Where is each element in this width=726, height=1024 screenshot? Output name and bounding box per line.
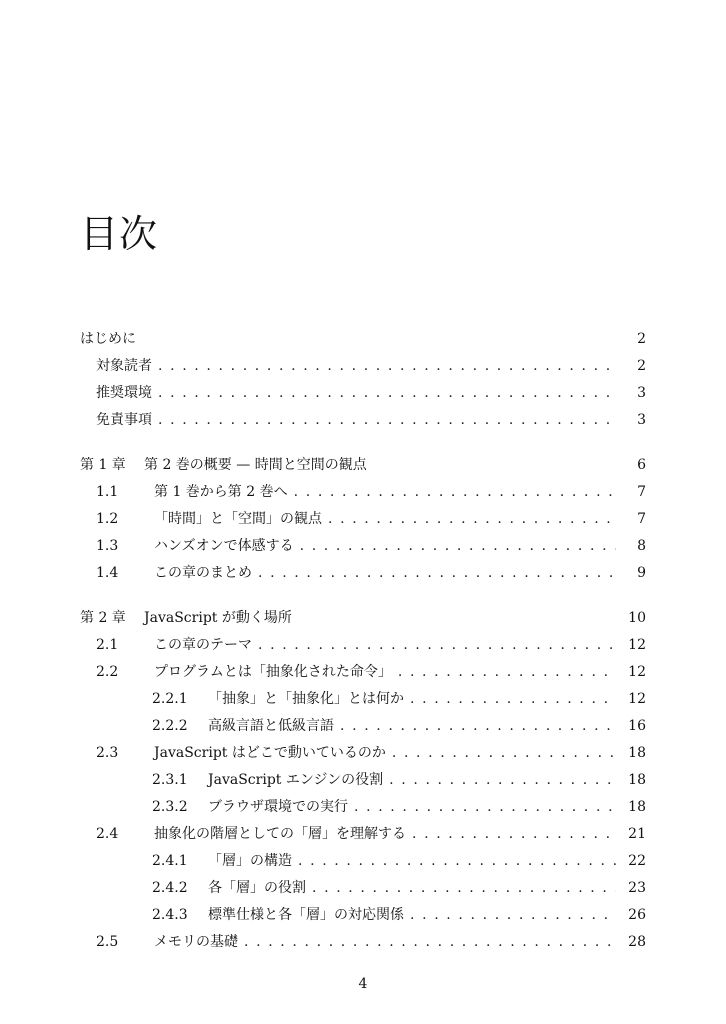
toc-entry-label: 第 2 巻の概要 — 時間と空間の観点 xyxy=(144,457,367,473)
toc-entry-page: 10 xyxy=(628,610,646,626)
toc-entry-label: この章のテーマ xyxy=(154,637,252,653)
toc-entry-label: 各「層」の役割 xyxy=(208,880,306,896)
toc-entry-label: 免責事項 xyxy=(96,412,152,428)
toc-entry-label: 第 1 巻から第 2 巻へ xyxy=(154,484,288,500)
toc-entry-number: 2.2.2 xyxy=(152,718,188,734)
toc-entry-number: 2.4 xyxy=(96,826,119,842)
toc-entry-number: 2.1 xyxy=(96,637,119,653)
toc-entry-page: 3 xyxy=(637,412,646,428)
toc-dot-leader xyxy=(244,932,616,952)
toc-dot-leader xyxy=(258,635,616,655)
toc-dot-leader xyxy=(294,482,616,502)
toc-entry-number: 2.3.1 xyxy=(152,772,188,788)
toc-entry[interactable] xyxy=(96,482,646,502)
toc-entry-page: 7 xyxy=(637,511,646,527)
toc-entry-label: JavaScript はどこで動いているのか xyxy=(154,745,386,761)
page-number: 4 xyxy=(358,976,368,992)
toc-entry-page: 3 xyxy=(637,385,646,401)
toc-entry[interactable] xyxy=(152,770,646,790)
toc-entry-number: 2.4.1 xyxy=(152,853,188,869)
toc-dot-leader xyxy=(158,356,616,376)
toc-entry-number: 第 1 章 xyxy=(80,457,126,473)
toc-entry-number: 1.1 xyxy=(96,484,119,500)
toc-dot-leader xyxy=(158,383,616,403)
toc-entry-page: 7 xyxy=(637,484,646,500)
toc-entry-label: 「抽象」と「抽象化」とは何か xyxy=(208,691,404,707)
page-title: 目次 xyxy=(80,212,159,257)
toc-entry-label: 標準仕様と各「層」の対応関係 xyxy=(208,907,404,923)
toc-entry[interactable] xyxy=(96,536,646,556)
toc-entry[interactable] xyxy=(96,743,646,763)
toc-dot-leader xyxy=(340,716,616,736)
toc-entry-number: 2.4.2 xyxy=(152,880,188,896)
toc-entry-number: 2.4.3 xyxy=(152,907,188,923)
toc-entry-page: 18 xyxy=(628,799,646,815)
toc-entry-page: 23 xyxy=(628,880,646,896)
toc-entry[interactable] xyxy=(96,932,646,952)
toc-entry[interactable] xyxy=(152,851,646,871)
toc-entry-label: ハンズオンで体感する xyxy=(154,538,294,554)
toc-entry[interactable] xyxy=(96,635,646,655)
toc-dot-leader xyxy=(312,878,616,898)
toc-dot-leader xyxy=(398,662,616,682)
toc-entry-label: ブラウザ環境での実行 xyxy=(208,799,348,815)
toc-entry-page: 12 xyxy=(628,637,646,653)
toc-entry-label: 推奨環境 xyxy=(96,385,152,401)
toc-entry-page: 12 xyxy=(628,691,646,707)
toc-entry-page: 21 xyxy=(628,826,646,842)
toc-entry[interactable] xyxy=(80,455,646,475)
toc-dot-leader xyxy=(328,509,616,529)
toc-entry-label: この章のまとめ xyxy=(154,565,252,581)
toc-entry-label: 「層」の構造 xyxy=(208,853,292,869)
toc-entry-page: 28 xyxy=(628,934,646,950)
toc-entry-label: メモリの基礎 xyxy=(154,934,238,950)
toc-entry-label: プログラムとは「抽象化された命令」 xyxy=(154,664,392,680)
toc-entry[interactable] xyxy=(96,509,646,529)
toc-entry[interactable] xyxy=(96,356,646,376)
toc-entry[interactable] xyxy=(80,329,646,349)
toc-entry[interactable] xyxy=(152,689,646,709)
toc-entry[interactable] xyxy=(152,878,646,898)
toc-entry[interactable] xyxy=(96,563,646,583)
toc-dot-leader xyxy=(158,410,616,430)
toc-entry-number: 1.3 xyxy=(96,538,119,554)
toc-entry-number: 2.2.1 xyxy=(152,691,188,707)
toc-entry-label: 「時間」と「空間」の観点 xyxy=(154,511,322,527)
toc-entry-page: 22 xyxy=(628,853,646,869)
toc-entry-page: 2 xyxy=(637,358,646,374)
toc-entry-number: 1.2 xyxy=(96,511,119,527)
toc-entry-page: 18 xyxy=(628,772,646,788)
toc-dot-leader xyxy=(354,797,616,817)
toc-dot-leader xyxy=(389,770,616,790)
toc-entry-number: 2.3.2 xyxy=(152,799,188,815)
toc-entry-page: 2 xyxy=(637,331,646,347)
toc-entry-number: 第 2 章 xyxy=(80,610,126,626)
toc-dot-leader xyxy=(410,905,616,925)
toc-entry-label: JavaScript が動く場所 xyxy=(144,610,292,626)
toc-entry[interactable] xyxy=(96,824,646,844)
toc-entry-page: 26 xyxy=(628,907,646,923)
toc-entry[interactable] xyxy=(96,410,646,430)
toc-entry-number: 2.5 xyxy=(96,934,119,950)
toc-entry-page: 6 xyxy=(637,457,646,473)
toc-entry-page: 9 xyxy=(637,565,646,581)
toc-entry-page: 16 xyxy=(628,718,646,734)
toc-entry-page: 18 xyxy=(628,745,646,761)
toc-entry[interactable] xyxy=(96,383,646,403)
toc-dot-leader xyxy=(300,536,616,556)
toc-dot-leader xyxy=(392,743,616,763)
toc-entry[interactable] xyxy=(96,662,646,682)
toc-entry-page: 12 xyxy=(628,664,646,680)
toc-entry[interactable] xyxy=(152,905,646,925)
toc-dot-leader xyxy=(412,824,616,844)
toc-entry[interactable] xyxy=(152,797,646,817)
toc-dot-leader xyxy=(298,851,616,871)
toc-entry-number: 2.2 xyxy=(96,664,119,680)
toc-entry[interactable] xyxy=(80,608,646,628)
toc-entry[interactable] xyxy=(152,716,646,736)
toc-entry-number: 2.3 xyxy=(96,745,119,761)
toc-dot-leader xyxy=(410,689,616,709)
toc-entry-label: 抽象化の階層としての「層」を理解する xyxy=(154,826,406,842)
toc-entry-label: 高級言語と低級言語 xyxy=(208,718,334,734)
toc-entry-number: 1.4 xyxy=(96,565,119,581)
toc-entry-label: JavaScript エンジンの役割 xyxy=(208,772,384,788)
toc-entry-page: 8 xyxy=(637,538,646,554)
toc-entry-label: 対象読者 xyxy=(96,358,152,374)
toc-dot-leader xyxy=(258,563,616,583)
toc-entry-label: はじめに xyxy=(80,331,136,347)
